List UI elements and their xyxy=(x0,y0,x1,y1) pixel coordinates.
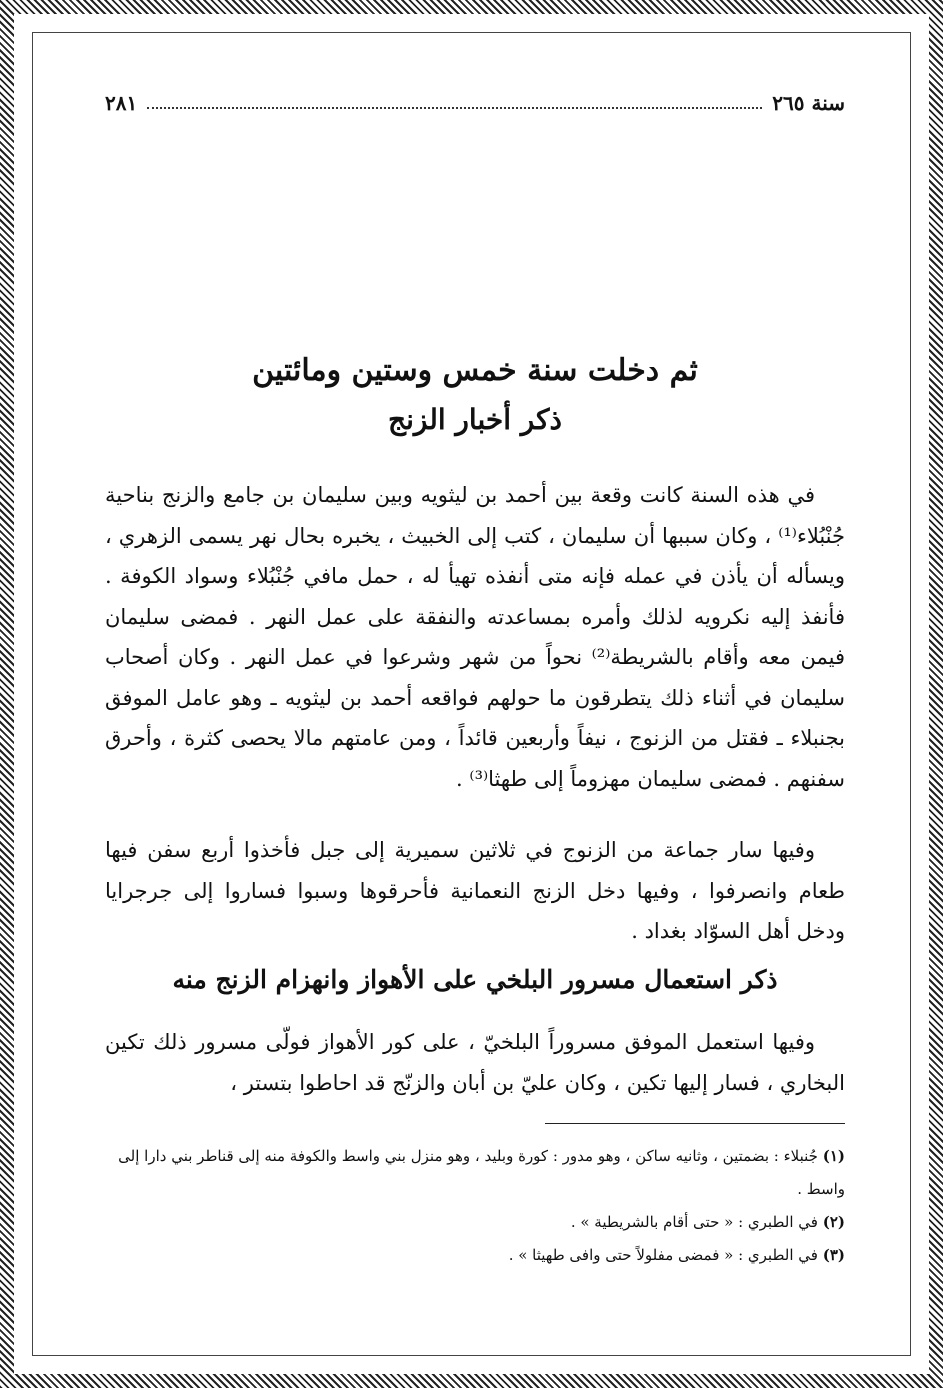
body-paragraph: في هذه السنة كانت وقعة بين أحمد بن ليثويه وبين سليمان بن جامع والزنج بناحية جُنْبُلاء⁽¹⁾ ، وكان سببها أن سليمان ، كتب إلى الخبيث ، يخبره بحال نهر يسمى الزهري ، ويسأله أن يأذن في عمله فإنه متى أنفذه تهيأ له ، حمل مافي جُنْبُلاء وسواد الكوفة . فأنفذ إليه نكرويه لذلك وأمره بمساعدته والنفقة على عمل النهر . فمضى سليمان فيمن معه وأقام بالشريطة⁽²⁾ نحواً من شهر وشرعوا في عمل النهر . وكان أصحاب سليمان في أثناء ذلك يتطرقون ما حولهم فواقعه أحمد بن ليثويه ـ وهو عامل الموفق بجنبلاء ـ فقتل من الزنوج ، نيفاً وأربعين قائداً ، ومن عامتهم مالا يحصى كثرة ، وأحرق سفنهم . فمضى سليمان مهزوماً إلى طهثا⁽³⁾ . xyxy=(105,483,846,791)
footnote xyxy=(105,1140,845,1206)
footnote-text: في الطبري : « فمضى مفلولاً حتى وافى طهيثا » . xyxy=(508,1246,818,1264)
footnote-number: (٣) xyxy=(822,1246,845,1264)
footnote-number: (٢) xyxy=(822,1213,845,1231)
footnotes xyxy=(105,1140,845,1272)
page-number: ٢٨١ xyxy=(105,91,138,115)
header-year: سنة ٢٦٥ xyxy=(772,91,845,115)
book-page xyxy=(105,85,845,1295)
body-paragraph: وفيها سار جماعة من الزنوج في ثلاثين سميرية إلى جبل فأخذوا أربع سفن فيها طعام وانصرفوا ، وفيها دخل الزنج النعمانية فأحرقوها وسبوا فساروا إلى جرجرايا ودخل أهل السوّاد بغداد . xyxy=(105,838,845,943)
footnote xyxy=(105,1206,845,1239)
section-title: ذكر استعمال مسرور البلخي على الأهواز وانهزام الزنج منه xyxy=(172,965,778,994)
body-paragraph: وفيها استعمل الموفق مسروراً البلخيّ ، على كور الأهواز فولّى مسرور ذلك تكين البخاري ، فسار إليها تكين ، وكان عليّ بن أبان والزنّج قد احاطوا بتستر ، xyxy=(105,1030,845,1095)
section-title: ذكر أخبار الزنج xyxy=(388,403,562,436)
running-header xyxy=(105,85,845,121)
footnote xyxy=(105,1239,845,1272)
footnote-number: (١) xyxy=(822,1147,845,1165)
footnote-text: في الطبري : « حتى أقام بالشريطية » . xyxy=(570,1213,818,1231)
footnote-text: جُنبلاء : بضمتين ، وثانيه ساكن ، وهو مدور : كورة وبليد ، وهو منزل بني واسط والكوفة منه إلى قناطر بني دارا إلى واسط . xyxy=(118,1147,845,1198)
header-leader-dots xyxy=(147,97,762,109)
chapter-title: ثم دخلت سنة خمس وستين ومائتين xyxy=(252,353,698,388)
footnote-separator xyxy=(545,1123,845,1124)
